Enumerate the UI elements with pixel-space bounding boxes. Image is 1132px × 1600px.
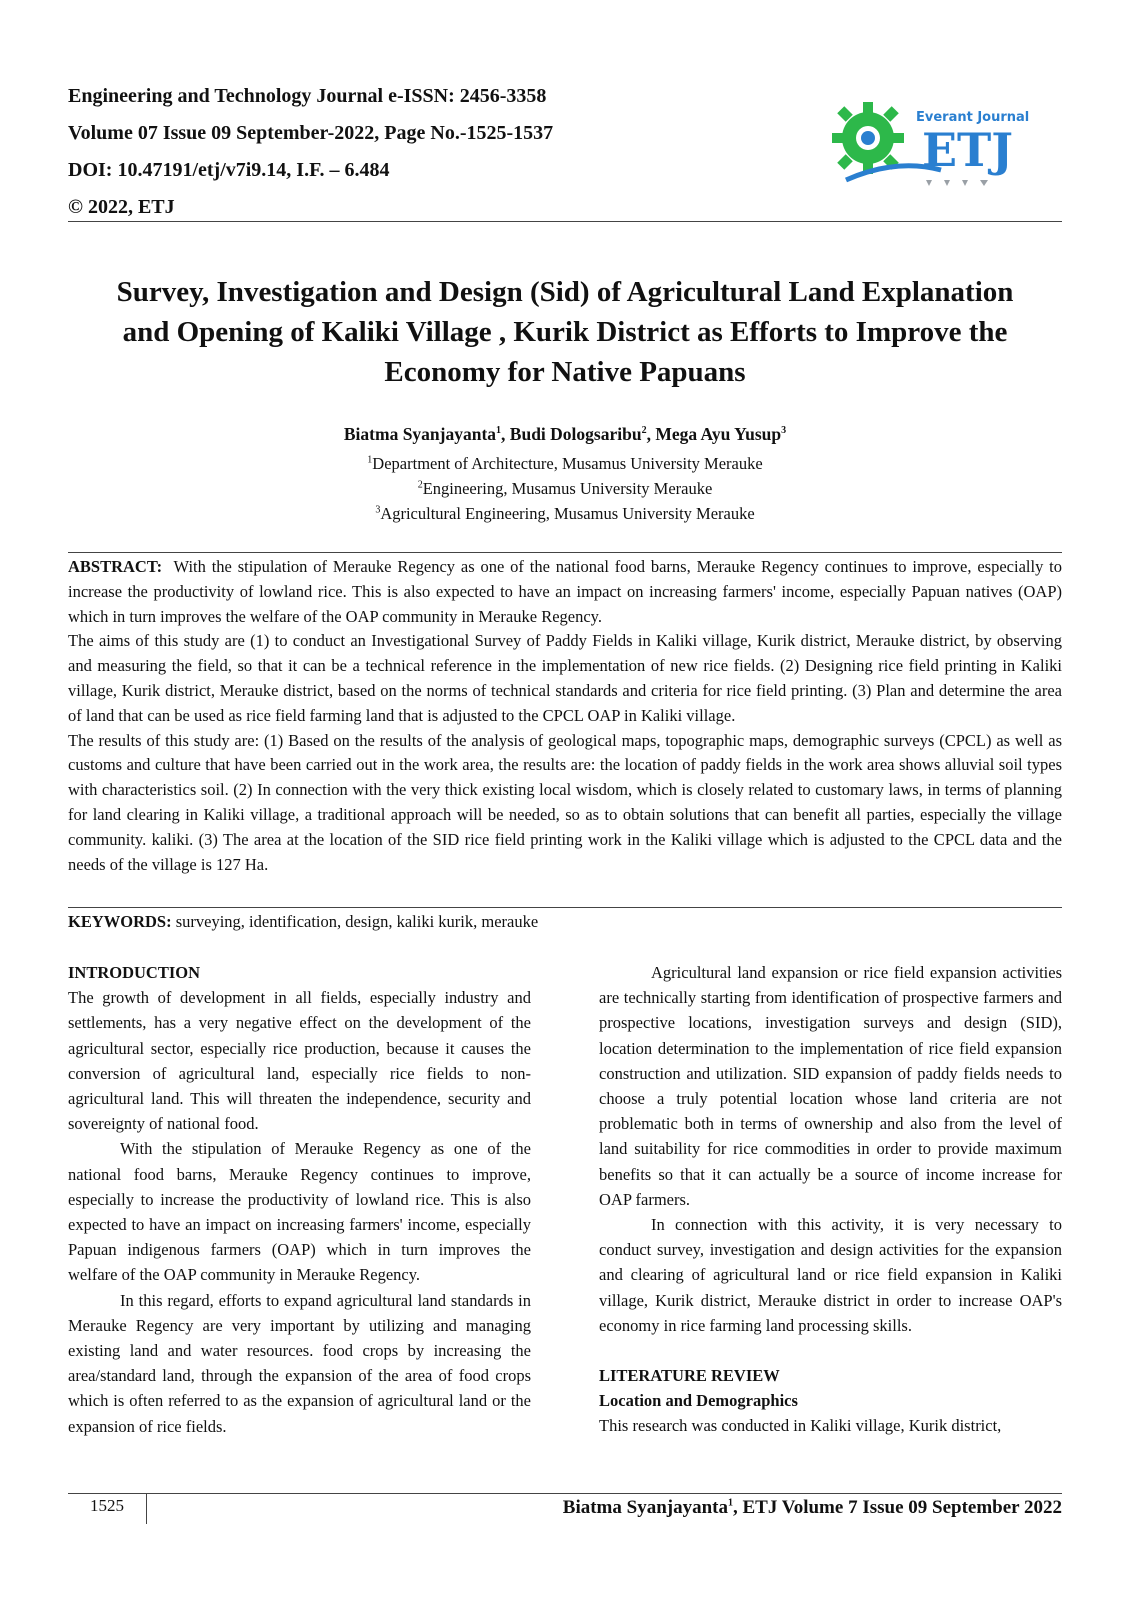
literature-review-heading: LITERATURE REVIEW bbox=[599, 1366, 780, 1386]
author-1-sup: 1 bbox=[496, 425, 502, 437]
author-list: Biatma Syanjayanta$^1$, Budi Dologsaribu$^2$, Mega Ayu Yusup$^3$ bbox=[343, 424, 787, 444]
logo-main-text: ETJ bbox=[922, 123, 1014, 177]
abstract-paragraph-1: ABSTRACT: With the stipulation of Merauke Regency as one of the national food barns, Merauke Regency continues to improve, especially to increase the productivity of lowland rice. This is also expected to have an impact on increasing farmers' income, especially Papuan natives (OAP) which in turn improves the welfare of the OAP community in Merauke Regency. bbox=[68, 557, 1062, 626]
keywords-text: surveying, identification, design, kaliki kurik, merauke bbox=[175, 912, 539, 931]
abstract bbox=[68, 555, 1062, 877]
introduction-heading: INTRODUCTION bbox=[68, 963, 201, 982]
right-column bbox=[599, 960, 1062, 1439]
author-2: Budi Dologsaribu bbox=[509, 424, 642, 444]
title-line-2: and Opening of Kaliki Village , Kurik District as Efforts to Improve the bbox=[122, 316, 1008, 348]
abstract-paragraph-3: The results of this study are: (1) Based on the results of the analysis of geological maps, topographic maps, demographic surveys (CPCL) as well as customs and culture that have been carried out in the work area, the results are: the location of paddy fields in the work area shows alluvial soil types with characteristics soil. (2) In connection with the very thick existing local wisdom, which is closely related to customary laws, in terms of planning for land clearing in Kaliki village, a traditional approach will be needed, so as to obtain solutions that can benefit all parties, especially the village community. kaliki. (3) The area at the location of the SID rice field printing work in the Kaliki village which is adjusted to the CPCL data and the needs of the village is 127 Ha. bbox=[68, 730, 1062, 874]
etj-logo bbox=[826, 88, 1036, 198]
intro-paragraph-2: With the stipulation of Merauke Regency as one of the national food barns, Merauke Regency continues to improve, especially to increase the productivity of lowland rice. This is also expected to have an impact on increasing farmers' income, especially Papuan indigenous farmers (OAP) which in turn improves the welfare of the OAP community in Merauke Regency. bbox=[68, 1139, 531, 1285]
footer-divider bbox=[146, 1494, 147, 1524]
affiliation-3: $^3$Agricultural Engineering, Musamus University Merauke bbox=[375, 504, 755, 523]
right-paragraph-3: This research was conducted in Kaliki village, Kurik district, bbox=[599, 1416, 1002, 1436]
running-footer bbox=[563, 1497, 1062, 1519]
right-paragraph-1: Agricultural land expansion or rice field expansion activities are technically starting from identification of prospective farmers and prospective locations, investigation surveys and design (SID), location determination to the implementation of rice field expansion construction and utilization. SID expansion of paddy fields needs to choose a truly potential location whose land criteria are not problematic both in terms of ownership and also from the level of land suitability for rice commodities in order to provide maximum benefits so that it can actually be a source of income increase for OAP farmers. bbox=[599, 963, 1062, 1209]
left-column bbox=[68, 960, 531, 1439]
journal-doi-line: DOI: 10.47191/etj/v7i9.14, I.F. – 6.484 bbox=[68, 159, 390, 181]
abstract-bottom-rule bbox=[68, 907, 1062, 908]
abstract-label: ABSTRACT: bbox=[68, 557, 163, 576]
affiliation-2: $^2$Engineering, Musamus University Merauke bbox=[417, 479, 713, 498]
logo-top-text: Everant Journal bbox=[916, 110, 1030, 125]
intro-paragraph-3: In this regard, efforts to expand agricultural land standards in Merauke Regency are very important by utilizing and managing existing land and water resources. food crops by increasing the area/standard land, through the expansion of the area of food crops which is often referred to as the expansion of agricultural land or the expansion of rice fields. bbox=[68, 1290, 531, 1436]
journal-name-line: Engineering and Technology Journal e-ISSN: 2456-3358 bbox=[68, 85, 547, 107]
keywords-label: KEYWORDS: bbox=[68, 912, 172, 931]
affiliation-1: $^1$Department of Architecture, Musamus University Merauke bbox=[367, 454, 763, 473]
footer-author: Biatma Syanjayanta bbox=[562, 1497, 728, 1518]
paper-title bbox=[68, 272, 1062, 392]
header-rule bbox=[68, 221, 1062, 222]
right-paragraph-2: In connection with this activity, it is very necessary to conduct survey, investigation and design activities for the expansion and clearing of agricultural land or rice field expansion in Kaliki village, Kurik district, Merauke district in order to increase OAP's economy in rice farming land processing skills. bbox=[599, 1215, 1062, 1335]
journal-copyright-line: © 2022, ETJ bbox=[68, 196, 175, 218]
title-line-3: Economy for Native Papuans bbox=[384, 356, 746, 388]
location-demographics-subheading: Location and Demographics bbox=[599, 1391, 798, 1411]
intro-paragraph-1: The growth of development in all fields, especially industry and settlements, has a very negative effect on the development of the agricultural sector, especially rice production, because it causes the conversion of agricultural land, especially rice fields to non-agricultural land. This will threaten the independence, security and sovereignty of national food. bbox=[68, 988, 531, 1134]
author-1: Biatma Syanjayanta bbox=[343, 424, 497, 444]
abstract-paragraph-2: The aims of this study are (1) to conduct an Investigational Survey of Paddy Fields in Kaliki village, Kurik district, Merauke district, by observing and measuring the field, so that it can be a technical reference in the implementation of new rice fields. (2) Designing rice field printing in Kaliki village, Kurik district, Merauke district, based on the norms of technical standards and criteria for rice field printing. (3) Plan and determine the area of land that can be used as rice field farming land that is adjusted to the CPCL OAP in Kaliki village. bbox=[68, 631, 1062, 725]
keywords bbox=[68, 910, 1062, 934]
journal-header bbox=[68, 78, 553, 226]
footer-author-sup: 1 bbox=[727, 1497, 733, 1509]
author-2-sup: 2 bbox=[641, 425, 647, 437]
author-3-sup: 3 bbox=[781, 425, 787, 437]
author-3: Mega Ayu Yusup bbox=[655, 424, 782, 444]
abstract-top-rule bbox=[68, 552, 1062, 553]
journal-volume-line: Volume 07 Issue 09 September-2022, Page No.-1525-1537 bbox=[68, 122, 554, 144]
title-line-1: Survey, Investigation and Design (Sid) of Agricultural Land Explanation bbox=[116, 276, 1014, 308]
footer-journal-info: , ETJ Volume 7 Issue 09 September 2022 bbox=[732, 1497, 1062, 1518]
affiliations bbox=[68, 451, 1062, 526]
footer-rule bbox=[68, 1493, 1062, 1494]
page-number: 1525 bbox=[90, 1496, 124, 1515]
